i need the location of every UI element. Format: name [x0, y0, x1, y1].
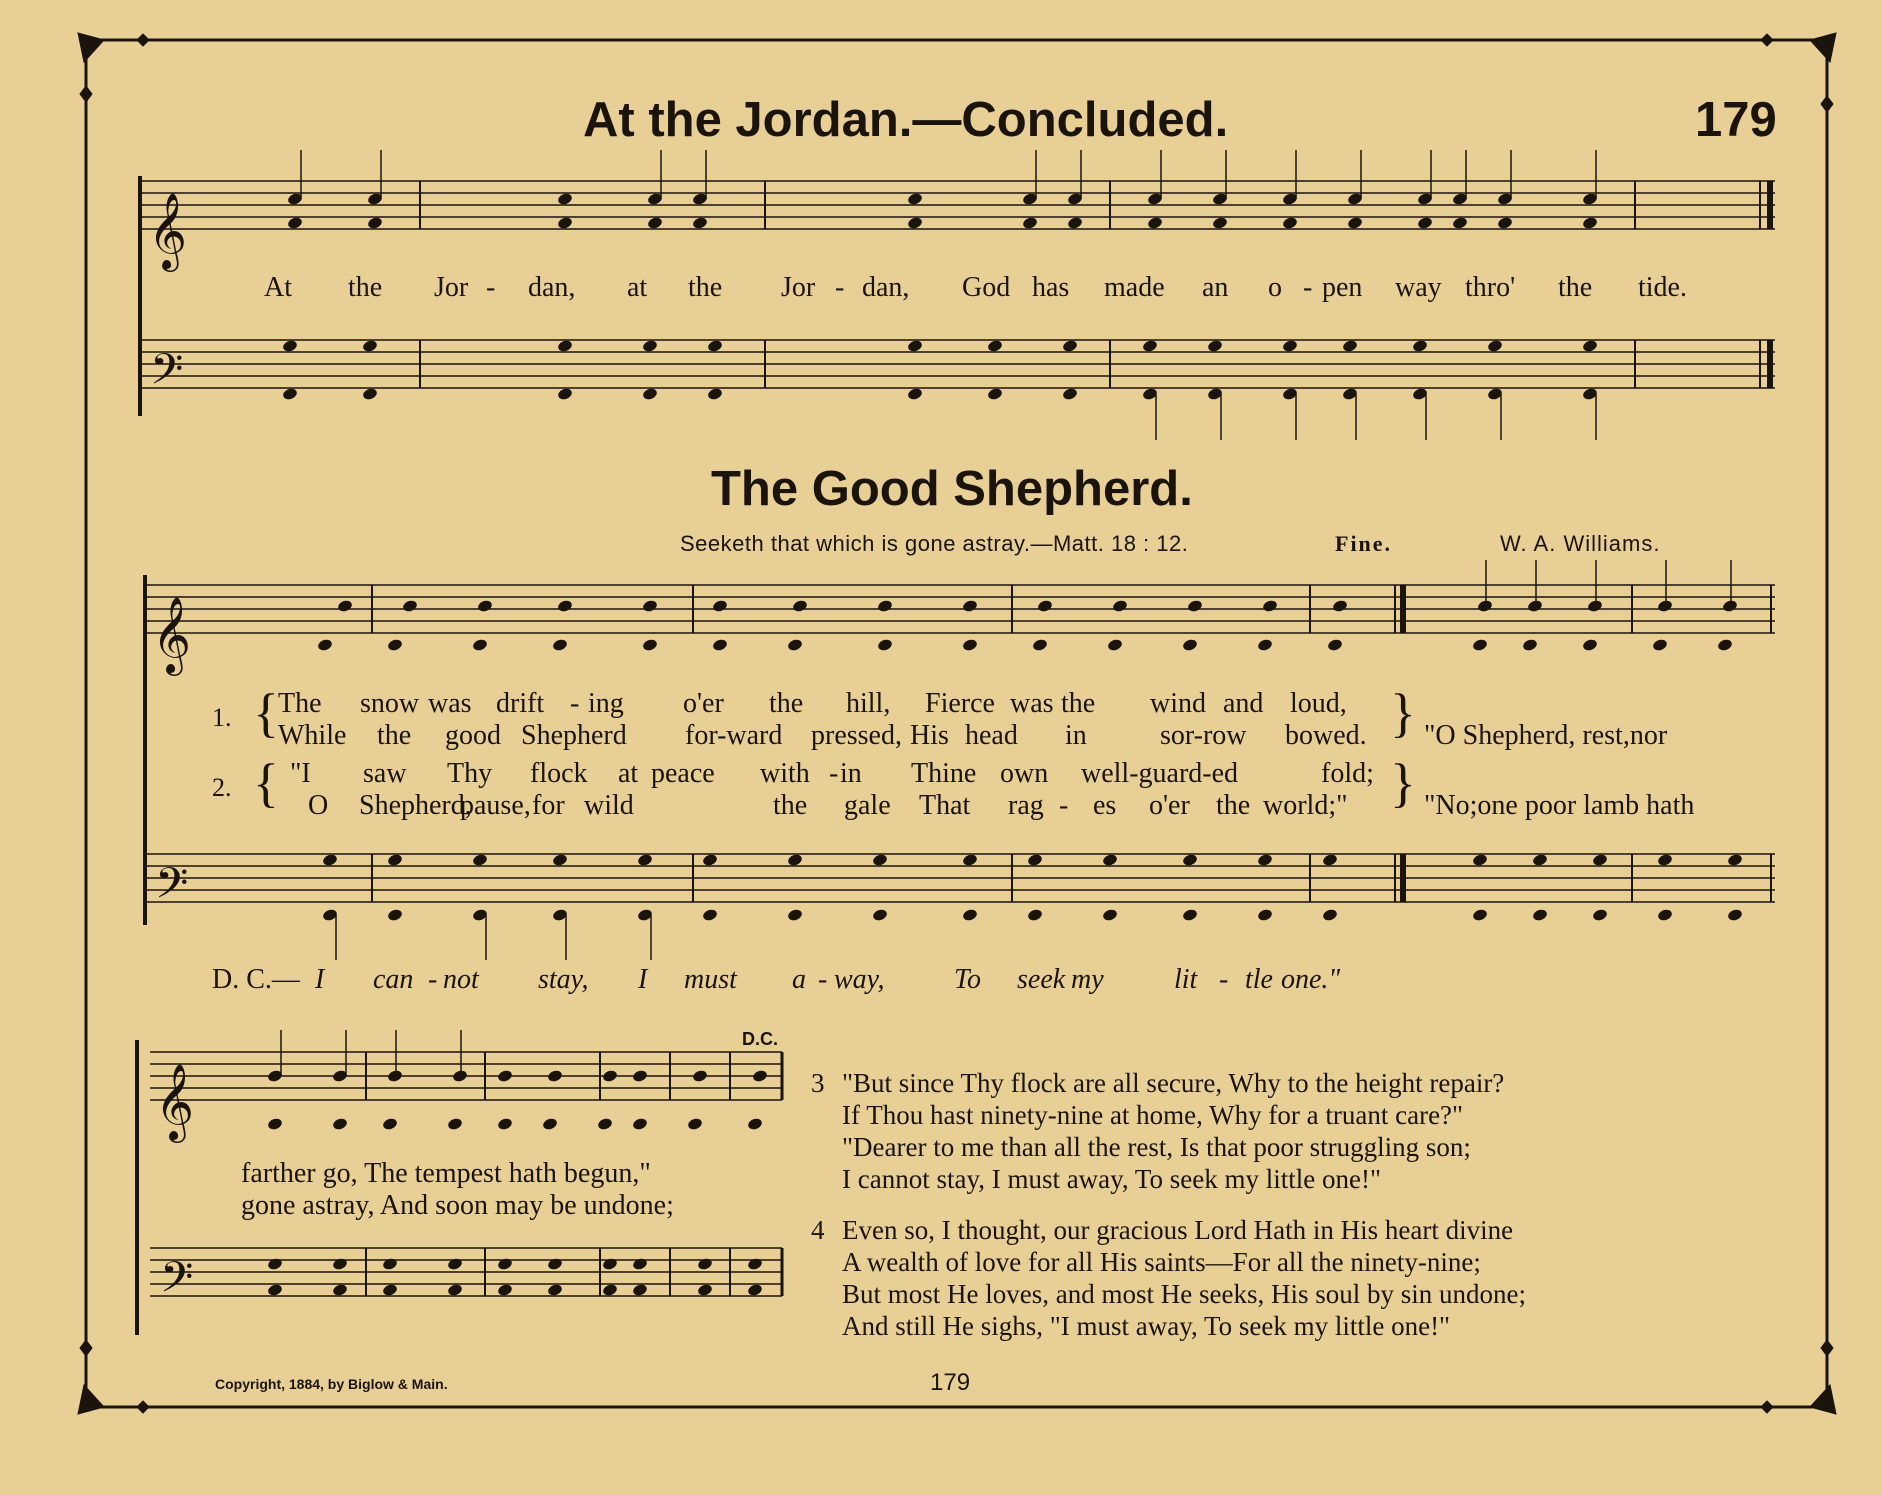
lyric-syllable: I [315, 964, 325, 995]
note-head [1257, 638, 1274, 652]
note-head [1032, 638, 1049, 652]
lyric-syllable: To [954, 964, 982, 995]
lyric-syllable: sor-row [1160, 720, 1247, 751]
lyric-syllable: the [348, 272, 383, 303]
lyric-syllable: for [532, 790, 565, 821]
bass-clef-icon: 𝄢 [160, 1253, 194, 1313]
note-head [787, 853, 804, 867]
lyric-syllable: the [688, 272, 723, 303]
note-head [642, 339, 659, 353]
verse2-refrain: "No;one poor lamb hath [1424, 790, 1695, 821]
note-head [1067, 216, 1084, 230]
note-head [702, 908, 719, 922]
verse-brace-right: } [1390, 683, 1416, 743]
note-head [702, 853, 719, 867]
note-head [1652, 638, 1669, 652]
note-head [547, 1069, 564, 1083]
note-head [557, 216, 574, 230]
note-head [692, 1069, 709, 1083]
lyric-syllable: His [910, 720, 949, 751]
lyric-syllable: That [919, 790, 971, 821]
note-head [1037, 599, 1054, 613]
lyric-syllable: Fierce [925, 688, 995, 719]
stanza-number-4: 4 [811, 1215, 825, 1245]
lyric-syllable: wind [1150, 688, 1206, 719]
lyric-syllable: - [818, 964, 828, 995]
note-head [747, 1117, 764, 1131]
note-head [747, 1257, 764, 1271]
lyric-syllable: not [443, 964, 479, 995]
lyric-syllable: drift [496, 688, 545, 719]
stanza3-line: If Thou hast ninety-nine at home, Why for a truant care?" [842, 1100, 1464, 1130]
note-head [557, 599, 574, 613]
note-head [387, 638, 404, 652]
copyright-notice: Copyright, 1884, by Biglow & Main. [215, 1376, 448, 1392]
lyric-syllable: pressed, [811, 720, 902, 751]
lyric-syllable: o'er [683, 688, 724, 719]
verse1-refrain: "O Shepherd, rest,nor [1424, 720, 1668, 751]
lyric-syllable: head [965, 720, 1018, 751]
note-head [282, 387, 299, 401]
composer-credit: W. A. Williams. [1500, 531, 1661, 556]
note-head [1717, 638, 1734, 652]
note-head [632, 1069, 649, 1083]
note-head [1477, 599, 1494, 613]
note-head [1062, 339, 1079, 353]
note-head [447, 1117, 464, 1131]
lyric-syllable: way, [834, 964, 885, 995]
stanza4-line: But most He loves, and most He seeks, His soul by sin undone; [842, 1279, 1526, 1309]
lyric-syllable: I [638, 964, 648, 995]
note-head [632, 1283, 649, 1297]
note-head [647, 216, 664, 230]
lyric-syllable: - [829, 758, 839, 789]
note-head [552, 638, 569, 652]
note-head [317, 638, 334, 652]
lyric-syllable: and [1223, 688, 1264, 719]
note-head [642, 638, 659, 652]
treble-clef-icon: 𝄞 [152, 596, 192, 673]
verse-number-2: 2. [212, 773, 232, 802]
lyric-syllable: the [773, 790, 808, 821]
lyric-syllable: own [1000, 758, 1049, 789]
note-head [632, 1117, 649, 1131]
treble-clef-icon: 𝄞 [148, 192, 188, 269]
stanza3-line: "But since Thy flock are all secure, Why to the height repair? [842, 1068, 1505, 1098]
lyric-syllable: tide. [1638, 272, 1687, 303]
lyric-syllable: was [428, 688, 472, 719]
stanza4-line: Even so, I thought, our gracious Lord Hath in His heart divine [842, 1215, 1514, 1245]
note-head [637, 853, 654, 867]
lyric-syllable: pen [1322, 272, 1363, 303]
lyric-syllable: one." [1281, 964, 1341, 995]
lyric-syllable: bowed. [1285, 720, 1367, 751]
continuation-line-1: farther go, The tempest hath begun," [241, 1158, 651, 1189]
note-head [707, 387, 724, 401]
continuation-line-2: gone astray, And soon may be undone; [241, 1190, 674, 1221]
note-head [1582, 638, 1599, 652]
note-head [322, 853, 339, 867]
note-head [382, 1117, 399, 1131]
lyric-syllable: - [486, 272, 496, 303]
note-head [1417, 216, 1434, 230]
note-head [1062, 387, 1079, 401]
note-head [367, 216, 384, 230]
note-head [497, 1069, 514, 1083]
lyric-syllable: tle [1245, 964, 1273, 995]
note-head [1472, 638, 1489, 652]
note-head [1112, 599, 1129, 613]
note-head [632, 1257, 649, 1271]
note-head [872, 908, 889, 922]
stanza-number-3: 3 [811, 1068, 825, 1098]
lyric-syllable: The [278, 688, 322, 719]
note-head [382, 1257, 399, 1271]
stanza3-line: "Dearer to me than all the rest, Is that poor struggling son; [842, 1132, 1471, 1162]
lyric-syllable: can [373, 964, 414, 995]
note-head [792, 599, 809, 613]
note-head [697, 1257, 714, 1271]
note-head [1027, 853, 1044, 867]
lyric-syllable: o'er [1149, 790, 1190, 821]
note-head [1532, 908, 1549, 922]
note-head [872, 853, 889, 867]
note-head [477, 599, 494, 613]
note-head [547, 1283, 564, 1297]
lyric-syllable: Jor [781, 272, 816, 303]
note-head [692, 216, 709, 230]
note-head [332, 1283, 349, 1297]
stanza4-line: And still He sighs, "I must away, To seek my little one!" [842, 1311, 1451, 1341]
note-head [1347, 216, 1364, 230]
lyric-syllable: ing [588, 688, 624, 719]
note-head [282, 339, 299, 353]
note-head [787, 638, 804, 652]
note-head [1582, 216, 1599, 230]
note-head [497, 1283, 514, 1297]
lyric-syllable: Thine [911, 758, 977, 789]
note-head [962, 853, 979, 867]
note-head [642, 387, 659, 401]
page-number-bottom: 179 [930, 1369, 971, 1396]
note-head [1532, 853, 1549, 867]
lyric-syllable: saw [363, 758, 407, 789]
lyric-syllable: God [962, 272, 1011, 303]
note-head [1582, 339, 1599, 353]
lyric-syllable: - [1219, 964, 1229, 995]
note-head [332, 1257, 349, 1271]
stanza3-line: I cannot stay, I must away, To seek my little one!" [842, 1164, 1381, 1194]
lyric-syllable: way [1395, 272, 1442, 303]
lyric-syllable: loud, [1290, 688, 1347, 719]
lyric-syllable: Jor [434, 272, 469, 303]
note-head [707, 339, 724, 353]
lyric-syllable: Thy [447, 758, 493, 789]
note-head [1587, 599, 1604, 613]
note-head [642, 599, 659, 613]
note-head [497, 1257, 514, 1271]
note-head [962, 908, 979, 922]
note-head [597, 1117, 614, 1131]
note-head [1592, 908, 1609, 922]
note-head [287, 216, 304, 230]
lyric-syllable: well-guard-ed [1081, 758, 1239, 789]
lyric-syllable: While [278, 720, 347, 751]
lyric-syllable: gale [844, 790, 891, 821]
lyric-syllable: in [840, 758, 862, 789]
note-head [472, 853, 489, 867]
lyric-syllable: with [760, 758, 810, 789]
note-head [1727, 908, 1744, 922]
lyric-syllable: Shepherd, [359, 790, 472, 821]
note-head [1147, 216, 1164, 230]
note-head [1472, 908, 1489, 922]
lyric-syllable: a [792, 964, 806, 995]
lyric-syllable: - [835, 272, 845, 303]
note-head [1322, 908, 1339, 922]
note-head [907, 387, 924, 401]
note-head [877, 599, 894, 613]
lyric-syllable: the [377, 720, 412, 751]
lyric-syllable: for-ward [685, 720, 783, 751]
note-head [1722, 599, 1739, 613]
note-head [987, 387, 1004, 401]
lyric-syllable: lit [1174, 964, 1198, 995]
note-head [1522, 638, 1539, 652]
note-head [907, 339, 924, 353]
note-head [387, 1069, 404, 1083]
note-head [1022, 216, 1039, 230]
note-head [1102, 908, 1119, 922]
note-head [907, 192, 924, 206]
lyric-syllable: my [1071, 964, 1104, 995]
lyric-syllable: dan, [862, 272, 910, 303]
note-head [1282, 339, 1299, 353]
lyric-syllable: "I [290, 758, 311, 789]
note-head [877, 638, 894, 652]
note-head [752, 1069, 769, 1083]
note-head [497, 1117, 514, 1131]
note-head [1027, 908, 1044, 922]
lyric-syllable: thro' [1465, 272, 1516, 303]
note-head [1327, 638, 1344, 652]
note-head [1102, 853, 1119, 867]
lyric-syllable: the [1061, 688, 1096, 719]
hymn-title-at-the-jordan: At the Jordan.—Concluded. [583, 93, 1229, 147]
lyric-syllable: - [428, 964, 438, 995]
bass-clef-icon: 𝄢 [155, 859, 189, 919]
note-head [1322, 853, 1339, 867]
note-head [1592, 853, 1609, 867]
note-head [712, 638, 729, 652]
page-number-top: 179 [1695, 93, 1777, 147]
note-head [747, 1283, 764, 1297]
note-head [557, 387, 574, 401]
note-head [962, 638, 979, 652]
lyric-syllable: an [1202, 272, 1229, 303]
lyric-syllable: flock [530, 758, 588, 789]
note-head [1212, 216, 1229, 230]
note-head [332, 1117, 349, 1131]
note-head [1412, 339, 1429, 353]
lyric-syllable: At [264, 272, 292, 303]
note-head [557, 339, 574, 353]
lyric-syllable: the [1558, 272, 1593, 303]
lyric-syllable: pause, [460, 790, 531, 821]
lyric-syllable: must [684, 964, 737, 995]
note-head [337, 599, 354, 613]
lyric-syllable: was [1010, 688, 1054, 719]
lyric-syllable: es [1093, 790, 1117, 821]
lyric-syllable: world;" [1263, 790, 1348, 821]
lyric-syllable: wild [584, 790, 634, 821]
lyric-syllable: at [627, 272, 648, 303]
lyric-syllable: fold; [1321, 758, 1374, 789]
note-head [687, 1117, 704, 1131]
note-head [787, 908, 804, 922]
note-head [387, 853, 404, 867]
note-head [1657, 908, 1674, 922]
lyric-syllable: snow [360, 688, 420, 719]
note-head [1657, 599, 1674, 613]
lyric-syllable: peace [651, 758, 715, 789]
note-head [382, 1283, 399, 1297]
verse-number-1: 1. [212, 703, 232, 732]
lyric-syllable: rag [1008, 790, 1044, 821]
note-head [602, 1257, 619, 1271]
note-head [362, 387, 379, 401]
note-head [1207, 339, 1224, 353]
lyric-syllable: Shepherd [521, 720, 627, 751]
note-head [1182, 638, 1199, 652]
lyric-syllable: o [1268, 272, 1282, 303]
note-head [452, 1069, 469, 1083]
bass-clef-icon: 𝄢 [150, 345, 184, 405]
lyric-syllable: - [1303, 272, 1313, 303]
hymn-title-good-shepherd: The Good Shepherd. [711, 462, 1193, 516]
stanza4-line: A wealth of love for all His saints—For all the ninety-nine; [842, 1247, 1481, 1277]
note-head [447, 1257, 464, 1271]
note-head [547, 1257, 564, 1271]
note-head [1182, 853, 1199, 867]
note-head [602, 1283, 619, 1297]
lyric-syllable: hill, [846, 688, 891, 719]
note-head [472, 638, 489, 652]
note-head [1497, 216, 1514, 230]
lyric-syllable: dan, [528, 272, 576, 303]
lyric-syllable: in [1065, 720, 1087, 751]
note-head [697, 1283, 714, 1297]
lyric-syllable: - [570, 688, 580, 719]
note-head [267, 1283, 284, 1297]
verse-brace: { [253, 683, 279, 743]
note-head [907, 216, 924, 230]
note-head [712, 599, 729, 613]
note-head [1452, 216, 1469, 230]
note-head [1282, 216, 1299, 230]
note-head [1342, 339, 1359, 353]
note-head [1527, 599, 1544, 613]
lyric-syllable: has [1032, 272, 1070, 303]
note-head [1187, 599, 1204, 613]
dc-mark: D.C. [742, 1029, 778, 1049]
lyric-syllable: the [1216, 790, 1251, 821]
note-head [962, 599, 979, 613]
dc-label: D. C.— [212, 964, 300, 995]
lyric-syllable: stay, [538, 964, 589, 995]
lyric-syllable: good [445, 720, 501, 751]
note-head [1142, 339, 1159, 353]
lyric-syllable: O [308, 790, 329, 821]
lyric-syllable: the [769, 688, 804, 719]
note-head [447, 1283, 464, 1297]
note-head [267, 1257, 284, 1271]
note-head [267, 1117, 284, 1131]
note-head [1332, 599, 1349, 613]
note-head [1107, 638, 1124, 652]
note-head [987, 339, 1004, 353]
note-head [1182, 908, 1199, 922]
note-head [387, 908, 404, 922]
verse-brace-right: } [1390, 753, 1416, 813]
note-head [1262, 599, 1279, 613]
scripture-reference: Seeketh that which is gone astray.—Matt. 18 : 12. [680, 531, 1189, 556]
note-head [542, 1117, 559, 1131]
lyric-syllable: seek [1017, 964, 1066, 995]
note-head [1257, 908, 1274, 922]
note-head [1727, 853, 1744, 867]
note-head [1257, 853, 1274, 867]
note-head [557, 192, 574, 206]
note-head [552, 853, 569, 867]
note-head [362, 339, 379, 353]
note-head [1487, 339, 1504, 353]
note-head [1472, 853, 1489, 867]
lyric-syllable: made [1104, 272, 1165, 303]
lyric-syllable: - [1059, 790, 1069, 821]
verse-brace: { [253, 753, 279, 813]
lyric-syllable: at [618, 758, 639, 789]
note-head [1657, 853, 1674, 867]
note-head [402, 599, 419, 613]
treble-clef-icon: 𝄞 [155, 1063, 195, 1140]
note-head [602, 1069, 619, 1083]
fine-marking: Fine. [1335, 531, 1393, 556]
